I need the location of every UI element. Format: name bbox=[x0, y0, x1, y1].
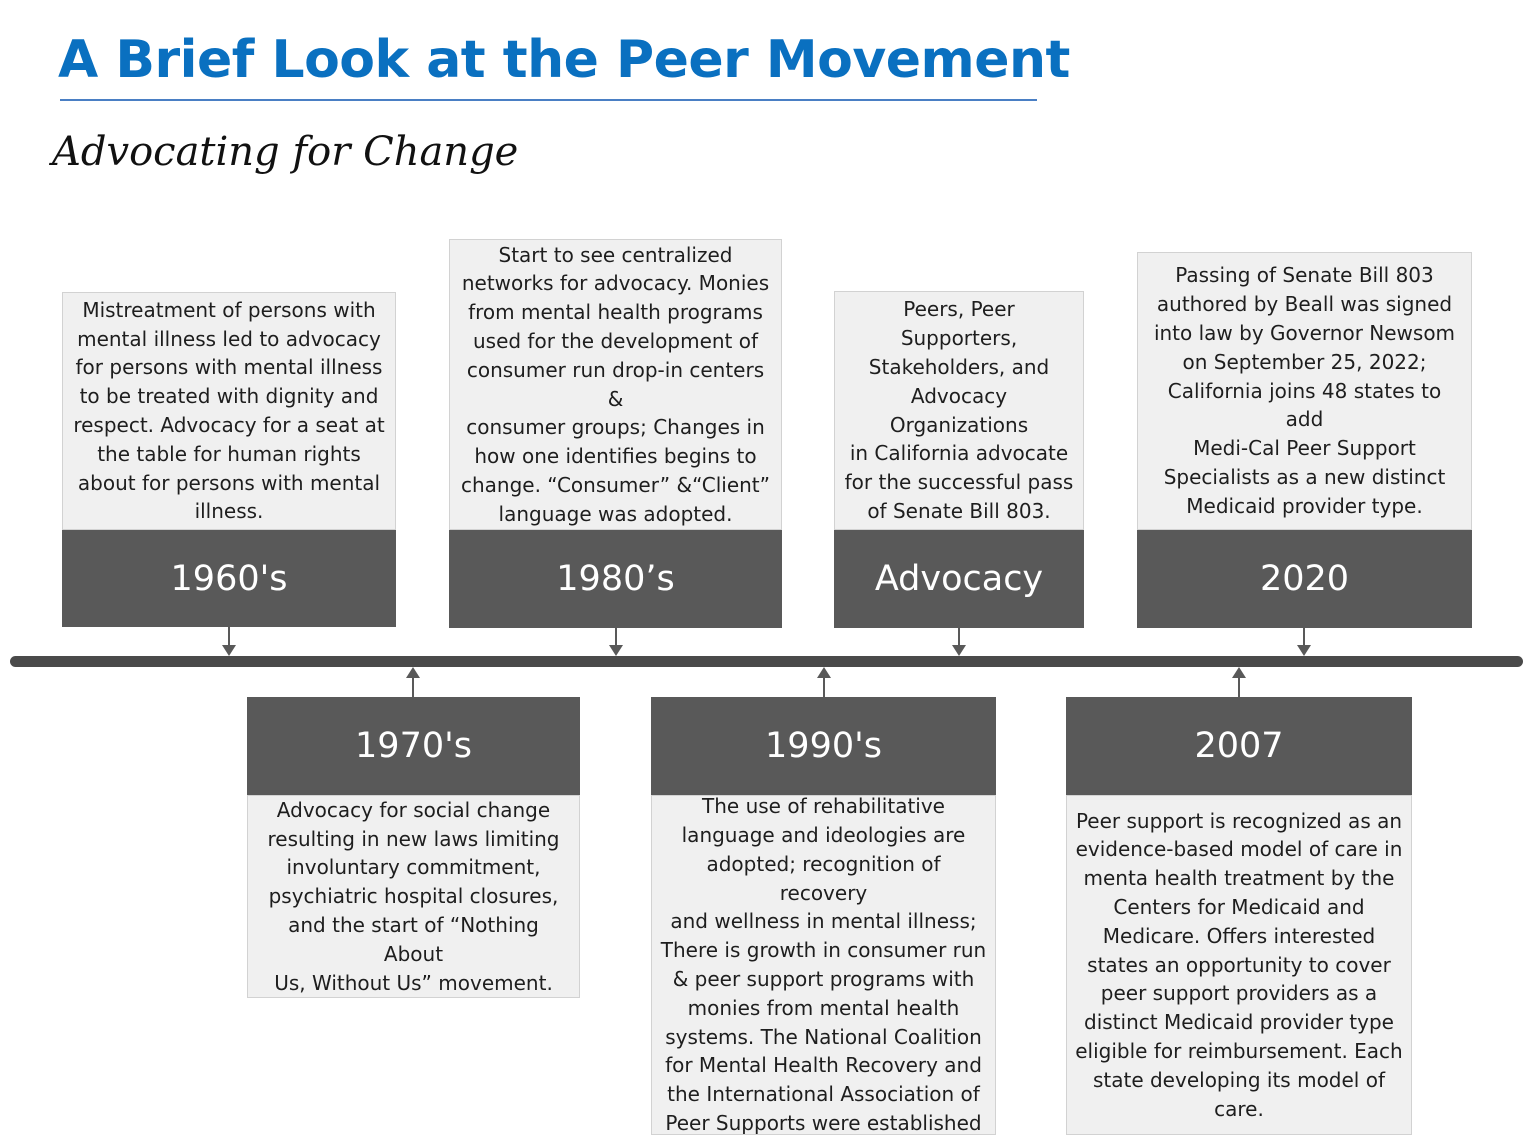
timeline-label-1960s: 1960's bbox=[62, 530, 396, 627]
timeline-description-advocacy: Peers, Peer Supporters, Stakeholders, and Advocacy Organizations in California advocate for the successful pass of Senate Bill 803. bbox=[834, 291, 1084, 530]
timeline-label-2020: 2020 bbox=[1137, 530, 1472, 628]
timeline-description-1990s: The use of rehabilitative language and ideologies are adopted; recognition of recovery and wellness in mental illness; There is growth in consumer run & peer support programs with monies from mental health systems. The National Coalition for Mental Health Recovery and the International Association of Peer Supports were established bbox=[651, 795, 996, 1135]
timeline-label-advocacy: Advocacy bbox=[834, 530, 1084, 628]
timeline-description-2020: Passing of Senate Bill 803 authored by Beall was signed into law by Governor Newsom on September 25, 2022; California joins 48 states to add Medi-Cal Peer Support Specialists as a new distinct Medicaid provider type. bbox=[1137, 252, 1472, 530]
timeline-label-1970s: 1970's bbox=[247, 697, 580, 795]
timeline-description-1960s: Mistreatment of persons with mental illness led to advocacy for persons with mental illness to be treated with dignity and respect. Advocacy for a seat at the table for human rights about for persons with mental illness. bbox=[62, 292, 396, 530]
title-underline bbox=[60, 99, 1037, 101]
timeline-axis bbox=[10, 656, 1523, 667]
page-title: A Brief Look at the Peer Movement bbox=[58, 30, 1070, 90]
timeline-label-2007: 2007 bbox=[1066, 697, 1412, 795]
timeline-label-1980s: 1980’s bbox=[449, 530, 782, 628]
connector-1970s bbox=[412, 676, 414, 697]
arrow-down-icon bbox=[609, 645, 623, 656]
connector-1960s bbox=[228, 627, 230, 647]
timeline-description-2007: Peer support is recognized as an evidence-based model of care in menta health treatment by the Centers for Medicaid and Medicare. Offers interested states an opportunity to cover peer support providers as a distinct Medicaid provider type eligible for reimbursement. Each state developing its model of care. bbox=[1066, 795, 1412, 1135]
arrow-down-icon bbox=[952, 645, 966, 656]
page-subtitle: Advocating for Change bbox=[52, 129, 519, 175]
timeline-description-1970s: Advocacy for social change resulting in new laws limiting involuntary commitment, psychiatric hospital closures, and the start of “Nothing About Us, Without Us” movement. bbox=[247, 795, 580, 998]
arrow-down-icon bbox=[222, 645, 236, 656]
connector-2007 bbox=[1238, 676, 1240, 697]
arrow-down-icon bbox=[1297, 645, 1311, 656]
timeline-description-1980s: Start to see centralized networks for advocacy. Monies from mental health programs used for the development of consumer run drop-in centers & consumer groups; Changes in how one identifies begins to change. “Consumer” &“Client” language was adopted. bbox=[449, 239, 782, 530]
timeline-label-1990s: 1990's bbox=[651, 697, 996, 795]
connector-1990s bbox=[823, 676, 825, 697]
